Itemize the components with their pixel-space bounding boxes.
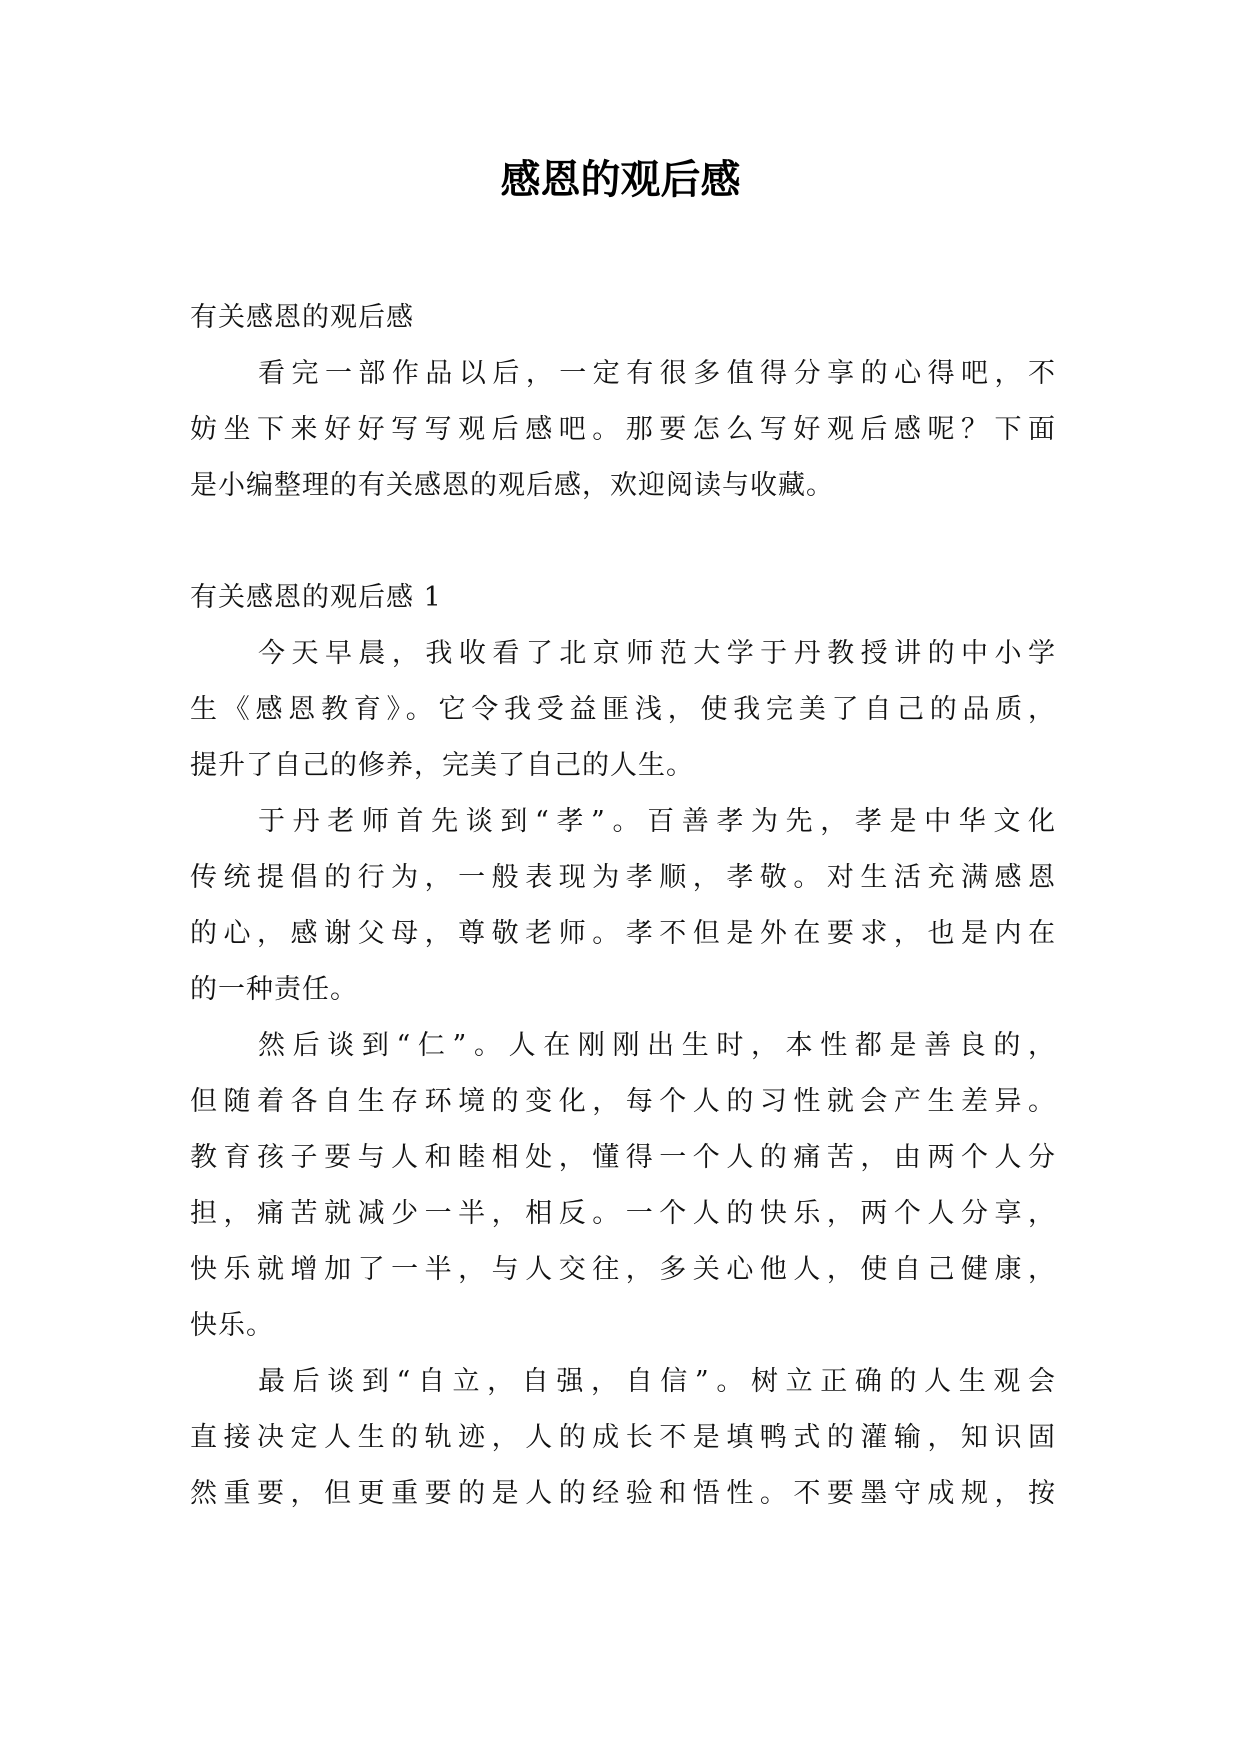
- document-title: 感恩的观后感: [500, 156, 741, 203]
- paragraph-line: 担，痛苦就减少一半，相反。一个人的快乐，两个人分享，: [190, 1198, 1056, 1229]
- paragraph-line: 快乐。: [190, 1310, 274, 1341]
- paragraph-line: 快乐就增加了一半，与人交往，多关心他人，使自己健康，: [190, 1254, 1056, 1285]
- paragraph-1: [190, 626, 1056, 794]
- paragraph-line: 传统提倡的行为，一般表现为孝顺，孝敬。对生活充满感恩: [190, 862, 1056, 893]
- subtitle: 有关感恩的观后感: [190, 302, 414, 333]
- paragraph-line: 最后谈到“自立，自强，自信”。树立正确的人生观会: [258, 1366, 1056, 1397]
- paragraph-4: [190, 1354, 1056, 1522]
- paragraph-3: [190, 1018, 1056, 1354]
- paragraph-line: 的一种责任。: [190, 974, 358, 1005]
- paragraph-line: 妨坐下来好好写写观后感吧。那要怎么写好观后感呢？下面: [190, 414, 1056, 445]
- paragraph-line: 直接决定人生的轨迹，人的成长不是填鸭式的灌输，知识固: [190, 1422, 1056, 1453]
- paragraph-line: 然后谈到“仁”。人在刚刚出生时，本性都是善良的，: [258, 1030, 1056, 1061]
- document-body: [190, 290, 1056, 1522]
- paragraph-line: 是小编整理的有关感恩的观后感，欢迎阅读与收藏。: [190, 470, 834, 501]
- paragraph-line: 提升了自己的修养，完美了自己的人生。: [190, 750, 694, 781]
- paragraph-line: 看完一部作品以后，一定有很多值得分享的心得吧，不: [258, 358, 1056, 389]
- paragraph-line: 然重要，但更重要的是人的经验和悟性。不要墨守成规，按: [190, 1478, 1056, 1509]
- paragraph-line: 生《感恩教育》。它令我受益匪浅，使我完美了自己的品质，: [190, 694, 1056, 725]
- intro-paragraph: [190, 346, 1056, 514]
- paragraph-line: 但随着各自生存环境的变化，每个人的习性就会产生差异。: [190, 1086, 1056, 1117]
- section-heading: 有关感恩的观后感 1: [190, 582, 442, 613]
- paragraph-line: 教育孩子要与人和睦相处，懂得一个人的痛苦，由两个人分: [190, 1142, 1056, 1173]
- paragraph-line: 于丹老师首先谈到“孝”。百善孝为先，孝是中华文化: [258, 806, 1056, 837]
- section-spacer: [190, 514, 1056, 570]
- paragraph-line: 今天早晨，我收看了北京师范大学于丹教授讲的中小学: [258, 638, 1056, 669]
- paragraph-2: [190, 794, 1056, 1018]
- paragraph-line: 的心，感谢父母，尊敬老师。孝不但是外在要求，也是内在: [190, 918, 1056, 949]
